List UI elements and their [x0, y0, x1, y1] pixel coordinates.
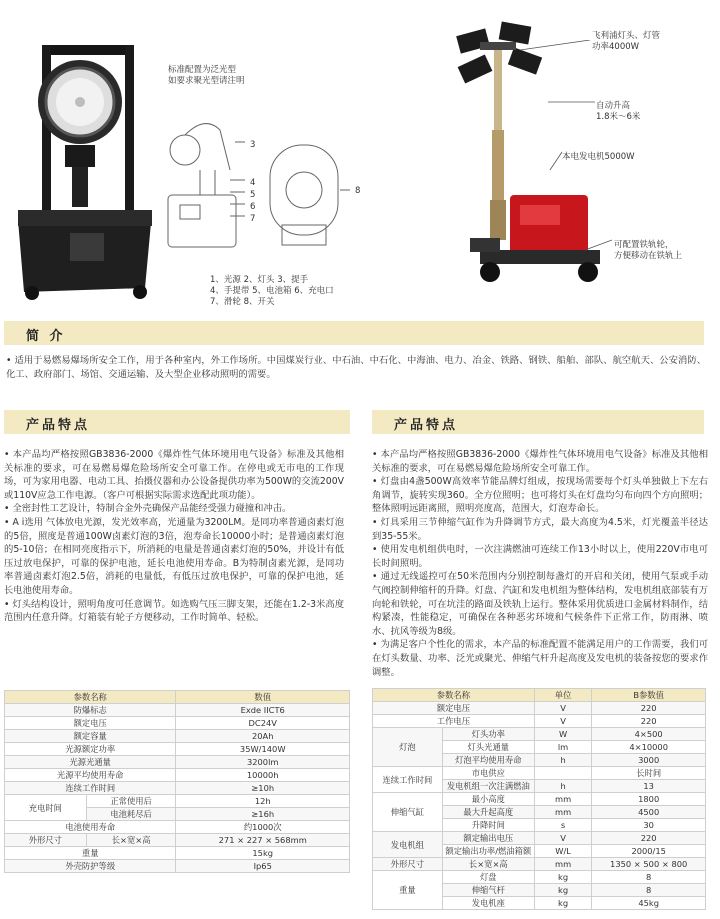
param-value: 3200lm	[176, 756, 350, 769]
table-row	[373, 728, 706, 741]
group-label: 外形尺寸	[373, 858, 443, 871]
left-features-text	[4, 448, 344, 625]
legend-line-2: 4、手提带 5、电池箱 6、充电口	[210, 286, 334, 296]
table-row	[373, 702, 706, 715]
tower-lamp-note-1: 飞利浦灯头、灯管	[592, 31, 661, 41]
param-value: 长时间	[592, 767, 706, 780]
param-unit: kg	[534, 871, 592, 884]
param-value: Exde IICT6	[176, 704, 350, 717]
param-value: ≥16h	[176, 808, 350, 821]
table-row	[5, 717, 350, 730]
param-value: 4×10000	[592, 741, 706, 754]
header-cell: 参数名称	[5, 691, 176, 704]
tower-lift-note-1: 自动升高	[596, 101, 631, 111]
param-name: 外壳防护等级	[5, 860, 176, 873]
portable-lamp-photo	[10, 30, 160, 300]
callout-4: 4	[250, 178, 256, 188]
param-value: DC24V	[176, 717, 350, 730]
param-value: 220	[592, 715, 706, 728]
right-feature-para: • 通过无线遥控可在50米范围内分别控制每盏灯的开启和关闭，使用气泵或手动气阀控制伸缩杆的升降。灯盘、汽缸和发电机组为整体结构，发电机组底部装有万向轮和铁轮，可在坑洼的路面及铁轨上运行。整体采用优质进口金属材料制作，结构紧凑，性能稳定，可确保在各种恶劣环境和气候条件下正常工作，防雨淋、喷水、抗风等级为8级。	[372, 571, 708, 637]
param-name: 光源光通量	[5, 756, 176, 769]
table-row	[5, 782, 350, 795]
param-value: 12h	[176, 795, 350, 808]
param-name: 重量	[5, 847, 176, 860]
left-features-band	[4, 410, 350, 434]
group-label: 灯泡	[373, 728, 443, 767]
param-value: 13	[592, 780, 706, 793]
param-name: 灯头光通量	[442, 741, 534, 754]
param-value: 20Ah	[176, 730, 350, 743]
left-features-title: 产品特点	[26, 418, 91, 433]
header-cell: 数值	[176, 691, 350, 704]
table-row	[5, 847, 350, 860]
param-value: 8	[592, 871, 706, 884]
param-value: 4500	[592, 806, 706, 819]
param-name: 额定容量	[5, 730, 176, 743]
table-row	[373, 715, 706, 728]
param-name: 长×宽×高	[86, 834, 176, 847]
left-spec-table	[4, 690, 350, 873]
param-name: 灯泡平均使用寿命	[442, 754, 534, 767]
param-value: 4×500	[592, 728, 706, 741]
callout-5: 5	[250, 190, 256, 200]
param-name: 最大升起高度	[442, 806, 534, 819]
param-unit: kg	[534, 884, 592, 897]
tower-rail-note-1: 可配置铁轨轮，	[614, 240, 674, 250]
param-value: 45kg	[592, 897, 706, 910]
param-unit: mm	[534, 806, 592, 819]
param-value: 约1000次	[176, 821, 350, 834]
param-name: 伸缩气杆	[442, 884, 534, 897]
table-row	[5, 795, 350, 808]
param-value: 271 × 227 × 568mm	[176, 834, 350, 847]
param-value: 30	[592, 819, 706, 832]
param-unit: V	[534, 702, 592, 715]
right-feature-para: • 为满足客户个性化的需求，本产品的标准配置不能满足用户的工作需要，我们可在灯头数量、功率、泛光或聚光、伸缩气杆升起高度及发电机的装备按您的要求作调整。	[372, 639, 708, 678]
lamp-line-diagram	[160, 110, 365, 260]
param-unit: W	[534, 728, 592, 741]
param-name: 灯头功率	[442, 728, 534, 741]
table-row	[5, 704, 350, 717]
param-name: 升降时间	[442, 819, 534, 832]
right-features-title: 产品特点	[394, 418, 459, 433]
config-note-2: 如要求聚光型请注明	[168, 76, 245, 86]
param-name: 额定电压	[373, 702, 535, 715]
table-row	[5, 769, 350, 782]
table-row	[373, 793, 706, 806]
param-value: ≥10h	[176, 782, 350, 795]
right-spec-table	[372, 688, 706, 910]
callout-6: 6	[250, 202, 256, 212]
table-row	[5, 756, 350, 769]
table-header-row	[373, 689, 706, 702]
param-value: 8	[592, 884, 706, 897]
param-name: 正常使用后	[86, 795, 176, 808]
legend-line-1: 1、光源 2、灯头 3、提手	[210, 275, 309, 285]
param-name: 工作电压	[373, 715, 535, 728]
param-value: Ip65	[176, 860, 350, 873]
param-unit: h	[534, 780, 592, 793]
left-feature-para: • 本产品均严格按照GB3836-2000《爆炸性气体环境用电气设备》标准及其他相关标准的要求，可在易燃易爆危险场所安全可靠工作。在停电或无市电的工作现场，可为家用电器、电动工具、抬摄仪器和办公设备提供功率为500W的交流200V或110V应急工作电源。（客户可根据实际需求选配此项功能）。	[4, 449, 344, 501]
group-label: 发电机组	[373, 832, 443, 858]
param-unit: mm	[534, 793, 592, 806]
table-row	[373, 832, 706, 845]
param-name: 光源平均使用寿命	[5, 769, 176, 782]
header-cell: 单位	[534, 689, 592, 702]
param-unit: s	[534, 819, 592, 832]
table-row	[5, 860, 350, 873]
callout-3: 3	[250, 140, 256, 150]
table-row	[373, 858, 706, 871]
tower-rail-note-2: 方便移动在铁轨上	[614, 251, 683, 261]
group-label: 充电时间	[5, 795, 87, 821]
table-row	[5, 821, 350, 834]
param-name: 额定输出电压	[442, 832, 534, 845]
left-feature-para: • 灯头结构设计，照明角度可任意调节。如选购气压三脚支架，还能在1.2-3米高度范围内任意升降。灯箱装有轮子方便移动，工作时简单、轻松。	[4, 598, 344, 624]
param-name: 长×宽×高	[442, 858, 534, 871]
table-row	[5, 730, 350, 743]
param-unit: h	[534, 754, 592, 767]
tower-generator-note: 本电发电机5000W	[562, 152, 635, 162]
param-unit: V	[534, 832, 592, 845]
right-feature-para: • 灯具采用三节伸缩气缸作为升降调节方式，最大高度为4.5米，灯光覆盖半径达到35-55米。	[372, 516, 708, 542]
right-features-text	[372, 448, 708, 679]
right-feature-para: • 本产品均严格按照GB3836-2000《爆炸性气体环境用电气设备》标准及其他相关标准的要求，可在易燃易爆危险场所安全可靠工作。	[372, 449, 708, 474]
right-features-band	[372, 410, 704, 434]
param-value: 2000/15	[592, 845, 706, 858]
param-name: 电池耗尽后	[86, 808, 176, 821]
table-row	[5, 743, 350, 756]
group-label: 连续工作时间	[373, 767, 443, 793]
param-name: 最小高度	[442, 793, 534, 806]
param-unit: W/L	[534, 845, 592, 858]
group-label: 重量	[373, 871, 443, 910]
table-header-row	[5, 691, 350, 704]
param-unit: mm	[534, 858, 592, 871]
param-name: 发电机座	[442, 897, 534, 910]
intro-title: 简 介	[26, 329, 66, 344]
param-value: 220	[592, 702, 706, 715]
intro-band	[4, 321, 704, 345]
table-row	[373, 767, 706, 780]
group-label: 外形尺寸	[5, 834, 87, 847]
table-row	[5, 834, 350, 847]
right-feature-para: • 使用发电机组供电时，一次注满燃油可连续工作13小时以上，使用220V市电可长时间照明。	[372, 544, 708, 569]
tower-lamp-note-2: 功率4000W	[592, 42, 640, 52]
callout-7: 7	[250, 214, 256, 224]
param-value: 35W/140W	[176, 743, 350, 756]
param-name: 灯盘	[442, 871, 534, 884]
param-name: 市电供应	[442, 767, 534, 780]
param-name: 发电机组一次注满燃油	[442, 780, 534, 793]
param-unit: kg	[534, 897, 592, 910]
param-value: 1350 × 500 × 800	[592, 858, 706, 871]
param-name: 额定电压	[5, 717, 176, 730]
param-name: 电池使用寿命	[5, 821, 176, 834]
group-label: 伸缩气缸	[373, 793, 443, 832]
header-cell: B参数值	[592, 689, 706, 702]
param-name: 连续工作时间	[5, 782, 176, 795]
intro-text: • 适用于易燃易爆场所安全工作，用于各种室内，外工作场所。中国煤炭行业、中石油、中石化、中海油、电力、冶金、铁路、钢铁、船舶、部队、航空航天、公安消防、化工、政府部门、场馆、交通运输、及大型企业移动照明的需要。	[6, 355, 706, 380]
left-feature-para: • 全密封性工艺设计，特制合金外壳确保产品能经受强力碰撞和冲击。	[4, 503, 292, 515]
right-feature-para: • 灯盘由4盏500W高效率节能品牌灯组成，按现场需要每个灯头单独做上下左右角调节，旋转实现360。全方位照明；也可将灯头在灯盘均匀布向四个方向照明；整体照明远距离照，照明亮度高，范围大，灯泡寿命长。	[372, 476, 708, 515]
param-unit: lm	[534, 741, 592, 754]
param-value: 220	[592, 832, 706, 845]
callout-leaders	[480, 40, 720, 270]
product-figure-area	[0, 0, 720, 318]
legend-line-3: 7、滑轮 8、开关	[210, 297, 275, 307]
param-unit: V	[534, 715, 592, 728]
callout-8: 8	[355, 186, 361, 196]
param-unit	[534, 767, 592, 780]
table-row	[373, 871, 706, 884]
tower-lift-note-2: 1.8米～6米	[596, 112, 641, 122]
header-cell: 参数名称	[373, 689, 535, 702]
config-note-1: 标准配置为泛光型	[168, 65, 237, 75]
param-name: 光源额定功率	[5, 743, 176, 756]
param-name: 额定输出功率/燃油箱额	[442, 845, 534, 858]
left-feature-para: • A i选用 气体放电光源，发光效率高，光通量为3200LM。是同功率普通卤素灯泡的5倍，照度是普通100W卤素灯泡的3倍，泡寿命长10000小时；是普通卤素灯泡的5-10倍；在相同亮度指示下，所消耗的电量是普通卤素灯泡的50%，并设计有低压过放电保护，可靠的保护电池，延长电池使用寿命。B为特制卤素光源，是同功率普通卤素灯泡2.5倍，消耗的电量低，有低压过放电保护，可靠的保护电池，延长电池使用寿命。	[4, 516, 344, 596]
param-value: 3000	[592, 754, 706, 767]
param-value: 1800	[592, 793, 706, 806]
param-value: 10000h	[176, 769, 350, 782]
param-name: 防爆标志	[5, 704, 176, 717]
param-value: 15kg	[176, 847, 350, 860]
